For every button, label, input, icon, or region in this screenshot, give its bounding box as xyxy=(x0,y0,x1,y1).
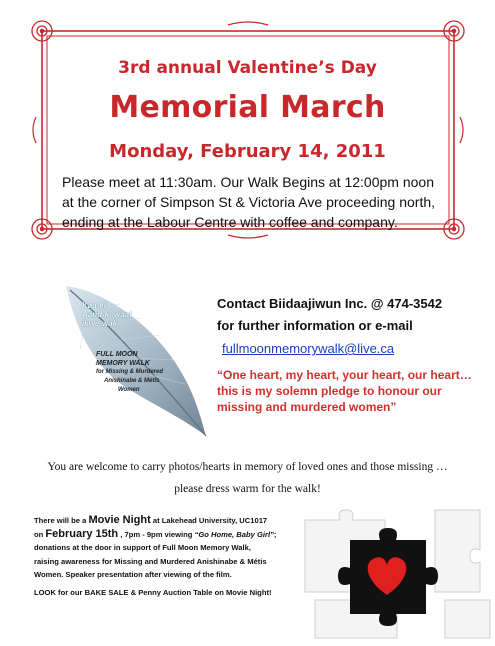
puzzle-heart-image xyxy=(295,500,495,641)
contact-phone: Contact Biidaajiwun Inc. @ 474-3542 xyxy=(217,296,443,311)
feather-text-walk: FULL MOON MEMORY WALK for Missing & Murdered Anishinabe & Métis Women xyxy=(96,351,164,393)
event-details: Please meet at 11:30am. Our Walk Begins at 12:00pm noon at the corner of Simpson St & Victoria Ave proceeding north, ending at the Labour Centre with coffee and company. xyxy=(62,174,436,230)
event-subtitle: 3rd annual Valentine’s Day xyxy=(118,58,377,78)
bake-sale-note: LOOK for our BAKE SALE & Penny Auction Table on Movie Night! xyxy=(34,587,272,597)
contact-email-label: for further information or e-mail xyxy=(217,318,413,333)
welcome-note xyxy=(0,456,495,500)
movie-night-info: There will be a Movie Night at Lakehead University, UC1017 on February 15th , 7pm - 9pm viewing “Go Home, Baby Girl”; donations at the door in support of Full Moon Memory Walk, raising awareness for Missing and Murdered Anishinabe & Métis Women. Speaker presentation after viewing of the film. LOOK for our BAKE SALE & Penny Auction Table on Movie Night! xyxy=(34,514,294,599)
email-link[interactable]: fullmoonmemorywalk@live.ca xyxy=(222,341,395,356)
dress-warm-line: please dress warm for the walk! xyxy=(174,483,321,495)
welcome-line: You are welcome to carry photos/hearts in memory of loved ones and those missing … xyxy=(47,461,448,473)
event-title: Memorial March xyxy=(109,90,386,125)
event-date: Monday, February 14, 2011 xyxy=(109,141,386,162)
feather-text-ojibwe: Kaa-ki Aand-ki-waat ikwe-wak xyxy=(82,301,132,328)
pledge-quote: “One heart, my heart, your heart, our heart…this is my solemn pledge to honour our missing and murdered women” xyxy=(217,368,472,414)
contact-info xyxy=(217,293,442,337)
